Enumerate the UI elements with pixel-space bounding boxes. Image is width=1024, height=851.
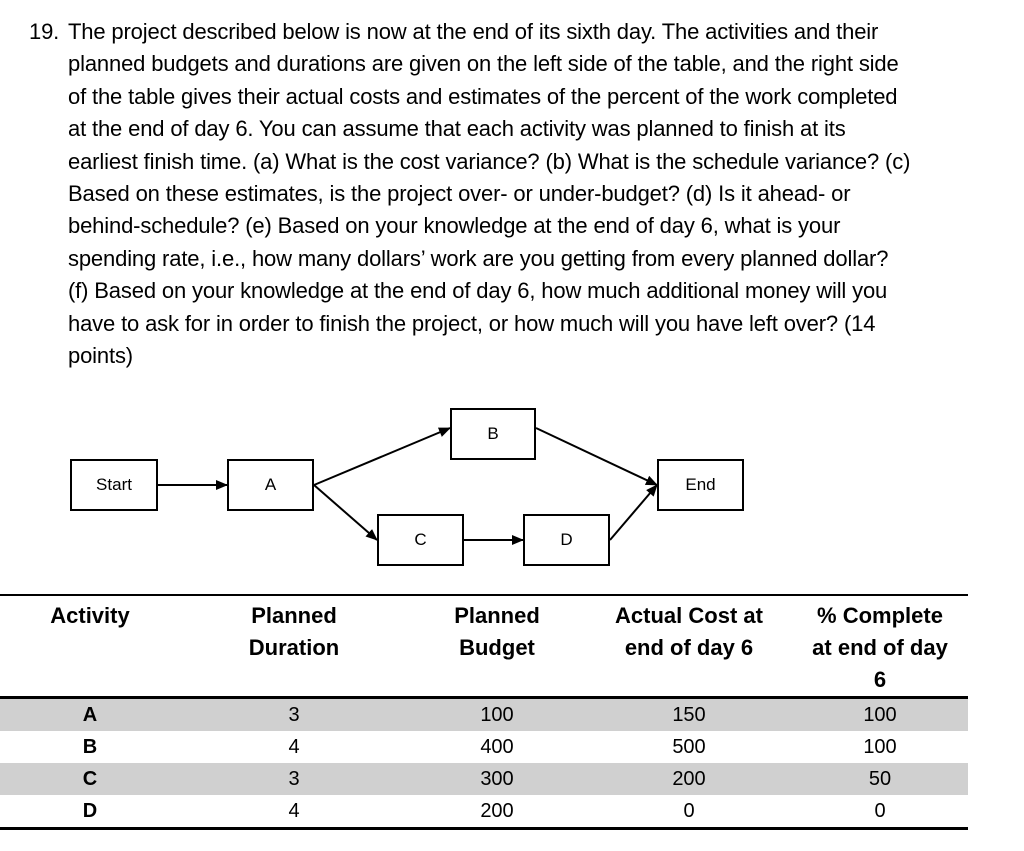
- edge-a-c: [314, 485, 377, 540]
- edge-b-end: [536, 428, 657, 485]
- header-planned-budget: Planned Budget: [454, 603, 540, 660]
- table-row: [0, 698, 968, 732]
- question-line: Based on these estimates, is the project over- or under-budget? (d) Is it ahead- or: [68, 181, 851, 207]
- question-number: 19.: [29, 19, 60, 44]
- header-actual-cost: Actual Cost at end of day 6: [615, 603, 763, 660]
- cell-duration: 3: [180, 698, 408, 732]
- question-line: planned budgets and durations are given on the left side of the table, and the right side: [68, 51, 899, 77]
- node-b: B: [450, 408, 536, 460]
- cell-actual: 150: [586, 698, 792, 732]
- cell-actual: 500: [672, 735, 706, 758]
- question-text: [29, 16, 1014, 372]
- cell-budget: 100: [408, 698, 586, 732]
- table-header: [0, 595, 968, 698]
- cell-complete: 0: [874, 799, 886, 822]
- header-row: [0, 595, 968, 698]
- table-body: [0, 698, 968, 829]
- header-planned-duration: Planned Duration: [248, 603, 340, 660]
- node-d: D: [523, 514, 610, 566]
- network-diagram: [0, 380, 1024, 580]
- table-row: [0, 795, 968, 829]
- question-line: points): [68, 343, 133, 369]
- node-start: Start: [70, 459, 158, 511]
- node-end: End: [657, 459, 744, 511]
- edge-d-end: [610, 485, 657, 540]
- cell-budget: 200: [480, 799, 514, 822]
- cell-budget: 300: [408, 763, 586, 795]
- cell-actual: 0: [683, 799, 695, 822]
- question-body: [29, 16, 1014, 372]
- question-line: behind-schedule? (e) Based on your knowledge at the end of day 6, what is your: [68, 213, 841, 239]
- cell-complete: 50: [792, 763, 968, 795]
- question-line: at the end of day 6. You can assume that each activity was planned to finish at its: [68, 116, 846, 142]
- header-percent-complete: % Complete at end of day 6: [812, 603, 948, 692]
- header-activity: Activity: [50, 603, 130, 628]
- cell-duration: 4: [288, 799, 300, 822]
- cell-activity: B: [82, 735, 98, 758]
- edge-a-b: [314, 428, 450, 485]
- cell-budget: 400: [480, 735, 514, 758]
- activity-table-wrap: [0, 594, 968, 830]
- cell-duration: 4: [288, 735, 300, 758]
- cell-complete: 100: [792, 698, 968, 732]
- cell-duration: 3: [180, 763, 408, 795]
- node-a: A: [227, 459, 314, 511]
- cell-activity: C: [0, 763, 180, 795]
- question-line: have to ask for in order to finish the project, or how much will you have left over? (14: [68, 310, 876, 336]
- question-line: of the table gives their actual costs and estimates of the percent of the work completed: [68, 83, 898, 109]
- question-line: The project described below is now at the end of its sixth day. The activities and their: [68, 19, 879, 44]
- cell-complete: 100: [863, 735, 897, 758]
- question-line: spending rate, i.e., how many dollars’ work are you getting from every planned dollar?: [68, 245, 889, 271]
- cell-activity: D: [82, 799, 98, 822]
- activity-table: [0, 594, 968, 830]
- table-row: [0, 731, 968, 763]
- node-c: C: [377, 514, 464, 566]
- question-line: (f) Based on your knowledge at the end of day 6, how much additional money will you: [68, 278, 888, 304]
- table-row: [0, 763, 968, 795]
- question-line: earliest finish time. (a) What is the cost variance? (b) What is the schedule variance? (c): [68, 148, 911, 174]
- cell-activity: A: [0, 698, 180, 732]
- cell-actual: 200: [586, 763, 792, 795]
